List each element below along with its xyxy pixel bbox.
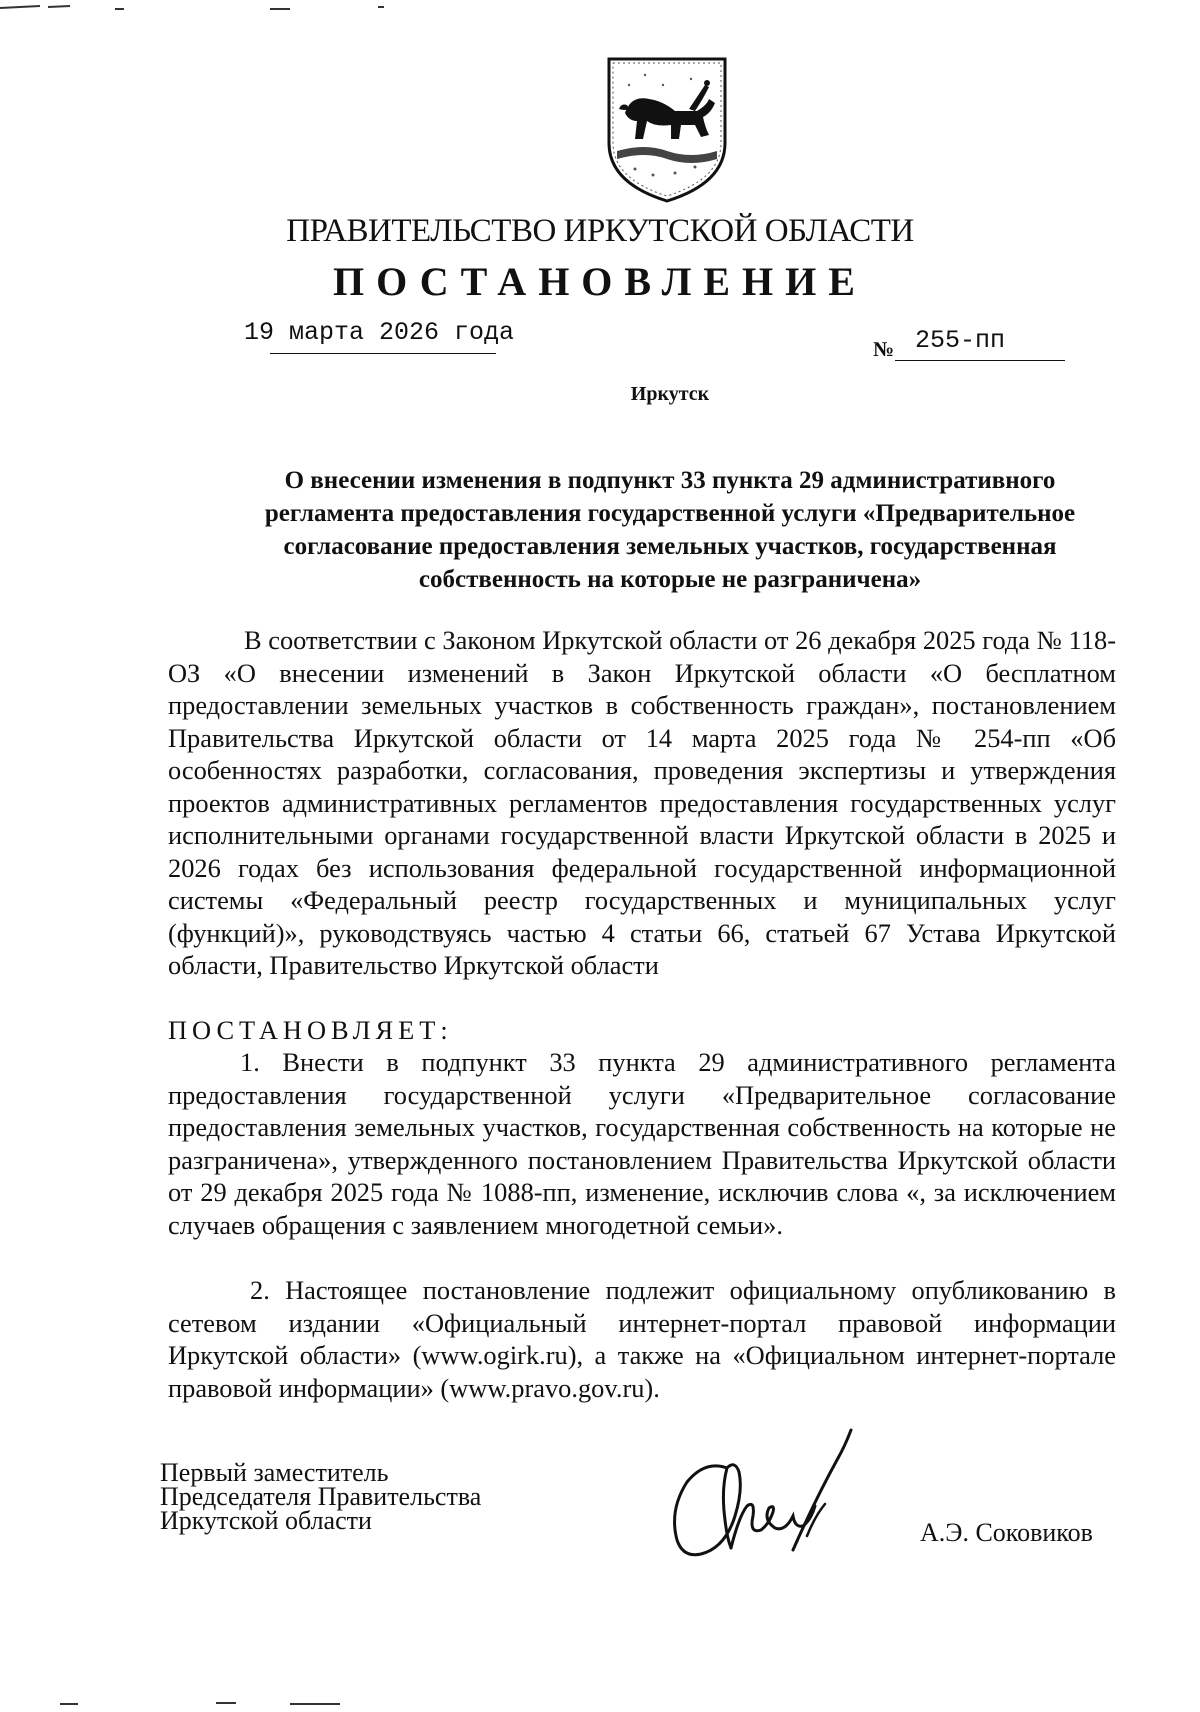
- item-1-text: 1. Внести в подпункт 33 пункта 29 административного регламента предоставления государственной услуги «Предварительное согласование предоставления земельных участков, государственная собственность на которые не разграничена», утвержденного постановлением Правительства Иркутской области от 29 декабря 2025 года № 1088-пп, изменение, исключив слова «, за исключением случаев обращения с заявлением многодетной семьи».: [168, 1047, 1116, 1240]
- document-title: [160, 464, 1180, 596]
- signatory-name: А.Э. Соковиков: [920, 1518, 1093, 1547]
- item-2-text: 2. Настоящее постановление подлежит официальному опубликованию в сетевом издании «Официальный интернет-портал правовой информации Иркутской области» (www.ogirk.ru), а также на «Официальном интернет-портале правовой информации» (www.pravo.gov.ru).: [168, 1275, 1116, 1403]
- document-number: 255-пп: [915, 326, 1006, 355]
- position-line: Иркутской области: [160, 1506, 372, 1535]
- government-name: ПРАВИТЕЛЬСТВО ИРКУТСКОЙ ОБЛАСТИ: [286, 213, 914, 249]
- item-1-paragraph: [168, 1046, 1116, 1241]
- number-underline: [895, 360, 1065, 361]
- number-sign: №: [873, 337, 895, 361]
- title-line: О внесении изменения в подпункт 33 пункта 29 административного: [284, 467, 1056, 494]
- irkutsk-coat-of-arms-icon: [605, 55, 729, 205]
- coat-of-arms: [605, 55, 729, 205]
- document-kind: ПОСТАНОВЛЕНИЕ: [333, 259, 867, 304]
- preamble-paragraph: [168, 624, 1116, 982]
- document-date: 19 марта 2026 года: [244, 318, 515, 347]
- title-line: регламента предоставления государственной услуги «Предварительное: [264, 500, 1076, 527]
- date-underline: [270, 353, 496, 354]
- decree-word: ПОСТАНОВЛЯЕТ:: [168, 1015, 453, 1045]
- signatory-position: [160, 1458, 482, 1535]
- document-city: Иркутск: [630, 383, 710, 405]
- position-line: Председателя Правительства: [160, 1482, 482, 1511]
- position-line: Первый заместитель: [160, 1458, 389, 1487]
- title-line: согласование предоставления земельных участков, государственная: [283, 533, 1057, 560]
- preamble-text: В соответствии с Законом Иркутской области от 26 декабря 2025 года № 118-ОЗ «О внесении изменений в Закон Иркутской области «О бесплатном предоставлении земельных участков в собственность граждан», постановлением Правительства Иркутской области от 14 марта 2025 года № 254-пп «Об особенностях разработки, согласования, проведения экспертизы и утверждения проектов административных регламентов предоставления государственных услуг исполнительными органами государственной власти Иркутской области в 2025 и 2026 годах без использования федеральной государственной информационной системы «Федеральный реестр государственных и муниципальных услуг (функций)», руководствуясь частью 4 статьи 66, статьей 67 Устава Иркутской области, Правительство Иркутской области: [168, 625, 1116, 980]
- handwritten-signature-icon: [665, 1420, 885, 1570]
- signature: [665, 1420, 885, 1570]
- item-2-paragraph: [168, 1274, 1116, 1404]
- title-line: собственность на которые не разграничена»: [418, 566, 922, 593]
